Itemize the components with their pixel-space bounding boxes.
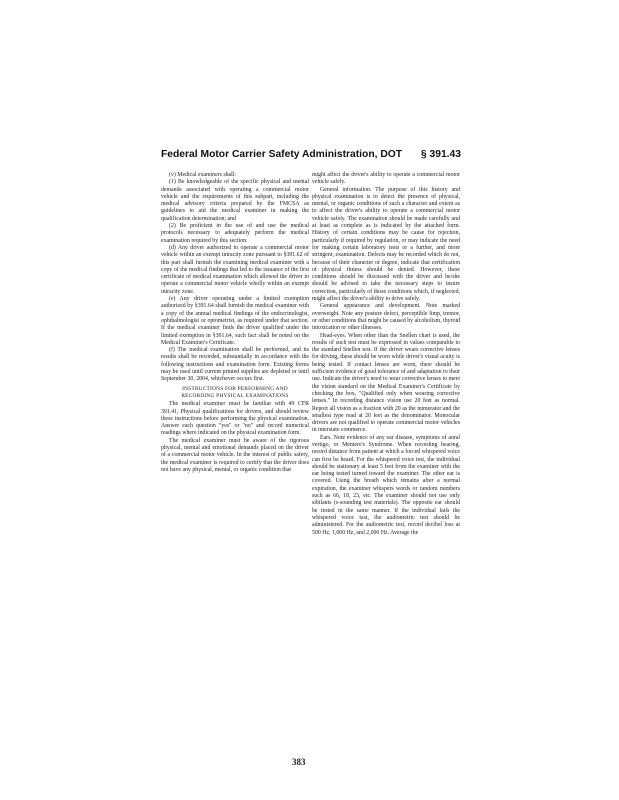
heading-line: INSTRUCTIONS FOR PERFORMING AND	[182, 385, 288, 392]
header-title: Federal Motor Carrier Safety Administration, DOT	[161, 149, 403, 160]
left-column	[161, 172, 309, 474]
section-number: § 391.43	[420, 149, 461, 160]
paragraph: General appearance and development. Note marked overweight. Note any posture defect, perceptible limp, tremor, or other conditions that might be caused by alcoholism, thyroid intoxication or other illnesses.	[312, 303, 461, 332]
paragraph: General information. The purpose of this history and physical examination is to detect the presence of physical, mental, or organic conditions of such a character and extent as to affect the driver's ability to operate a commercial motor vehicle safely. The examination should be made carefully and at least as complete as is indicated by the attached form. History of certain conditions may be cause for rejection, particularly if required by regulation, or may indicate the need for making certain laboratory tests or a further, and more stringent, examination. Defects may be recorded which do not, because of their character or degree, indicate that certification of physical fitness should be denied. However, these conditions should be discussed with the driver and he/she should be advised to take the necessary steps to insure correction, particularly of those conditions which, if neglected, might affect the driver's ability to drive safely.	[312, 186, 460, 303]
running-header	[161, 149, 461, 165]
heading-line: RECORDING PHYSICAL EXAMINATIONS	[181, 392, 289, 399]
paragraph: (1) Be knowledgeable of the specific physical and mental demands associated with operating a commercial motor vehicle and the requirements of this subpart, including the medical advisory criteria prepared by the FMCSA as guidelines to aid the medical examiner in making the qualification determination; and	[161, 179, 309, 222]
paragraph: (e) Any driver operating under a limited exemption authorized by §391.64 shall furnish the medical examiner with a copy of the annual medical findings of the endocrinologist, ophthalmologist or optometrist, as required under that section. If the medical examiner finds the driver qualified under the limited exemption in §391.64, such fact shall be noted on the Medical Examiner's Certificate.	[161, 296, 309, 346]
paragraph: (d) Any driver authorized to operate a commercial motor vehicle within an exempt intracity zone pursuant to §391.62 of this part shall furnish the examining medical examiner with a copy of the medical findings that led to the issuance of the first certificate of medical examination which allowed the driver to operate a commercial motor vehicle wholly within an exempt intracity zone.	[161, 244, 309, 295]
paragraph: (2) Be proficient in the use of and use the medical protocols necessary to adequately perform the medical examination required by this section.	[161, 223, 309, 244]
page-number: 383	[292, 757, 306, 767]
instructions-heading	[161, 386, 309, 401]
paragraph: The medical examiner must be familiar with 49 CFR 391.41, Physical qualifications for drivers, and should review these instructions before performing the physical examination. Answer each question "yes" or "no" and record numerical readings where indicated on the physical examination form.	[161, 401, 309, 437]
paragraph: (v) Medical examiners shall:	[169, 172, 237, 178]
paragraph: Ears. Note evidence of any ear disease, symptoms of aural vertigo, or Meniere's Syndrome. When recording hearing, record distance from patient at which a forced whispered voice can first be heard. For the whispered voice test, the individual should be stationary at least 5 feet from the examiner with the ear being tested turned toward the examiner. The other ear is covered. Using the breath which remains after a normal expiration, the examiner whispers words or random numbers such as 66, 18, 23, etc. The examiner should not use only sibilants (s-sounding test materials). The opposite ear should be tested in the same manner. If the individual fails the whispered voice test, the audiometric test should be administered. For the audiometric test, record decibel loss at 500 Hz, 1,000 Hz, and 2,000 Hz. Average the	[312, 434, 460, 536]
paragraph: (f) The medical examination shall be performed, and its results shall be recorded, substantially in accordance with the following instructions and examination form. Existing forms may be used until current printed supplies are depleted or until September 30, 2004, whichever occurs first.	[161, 347, 309, 383]
paragraph: The medical examiner must be aware of the rigorous physical, mental and emotional demands placed on the driver of a commercial motor vehicle. In the interest of public safety, the medical examiner is required to certify that the driver does not have any physical, mental, or organic condition that	[161, 437, 309, 473]
paragraph: Head-eyes. When other than the Snellen chart is used, the results of such test must be expressed in values comparable to the standard Snellen test. If the driver wears corrective lenses for driving, these should be worn while driver's visual acuity is being tested. If contact lenses are worn, there should be sufficient evidence of good tolerance of and adaptation to their use. Indicate the driver's need to wear corrective lenses to meet the vision standard on the Medical Examiner's Certificate by checking the box, "Qualified only when wearing corrective lenses." In recording distance vision use 20 feet as normal. Report all vision as a fraction with 20 as the numerator and the smallest type read at 20 feet as the denominator. Monocular drivers are not qualified to operate commercial motor vehicles in interstate commerce.	[312, 332, 460, 434]
right-column	[312, 172, 460, 537]
paragraph: might affect the driver's ability to operate a commercial motor vehicle safely.	[312, 172, 460, 186]
